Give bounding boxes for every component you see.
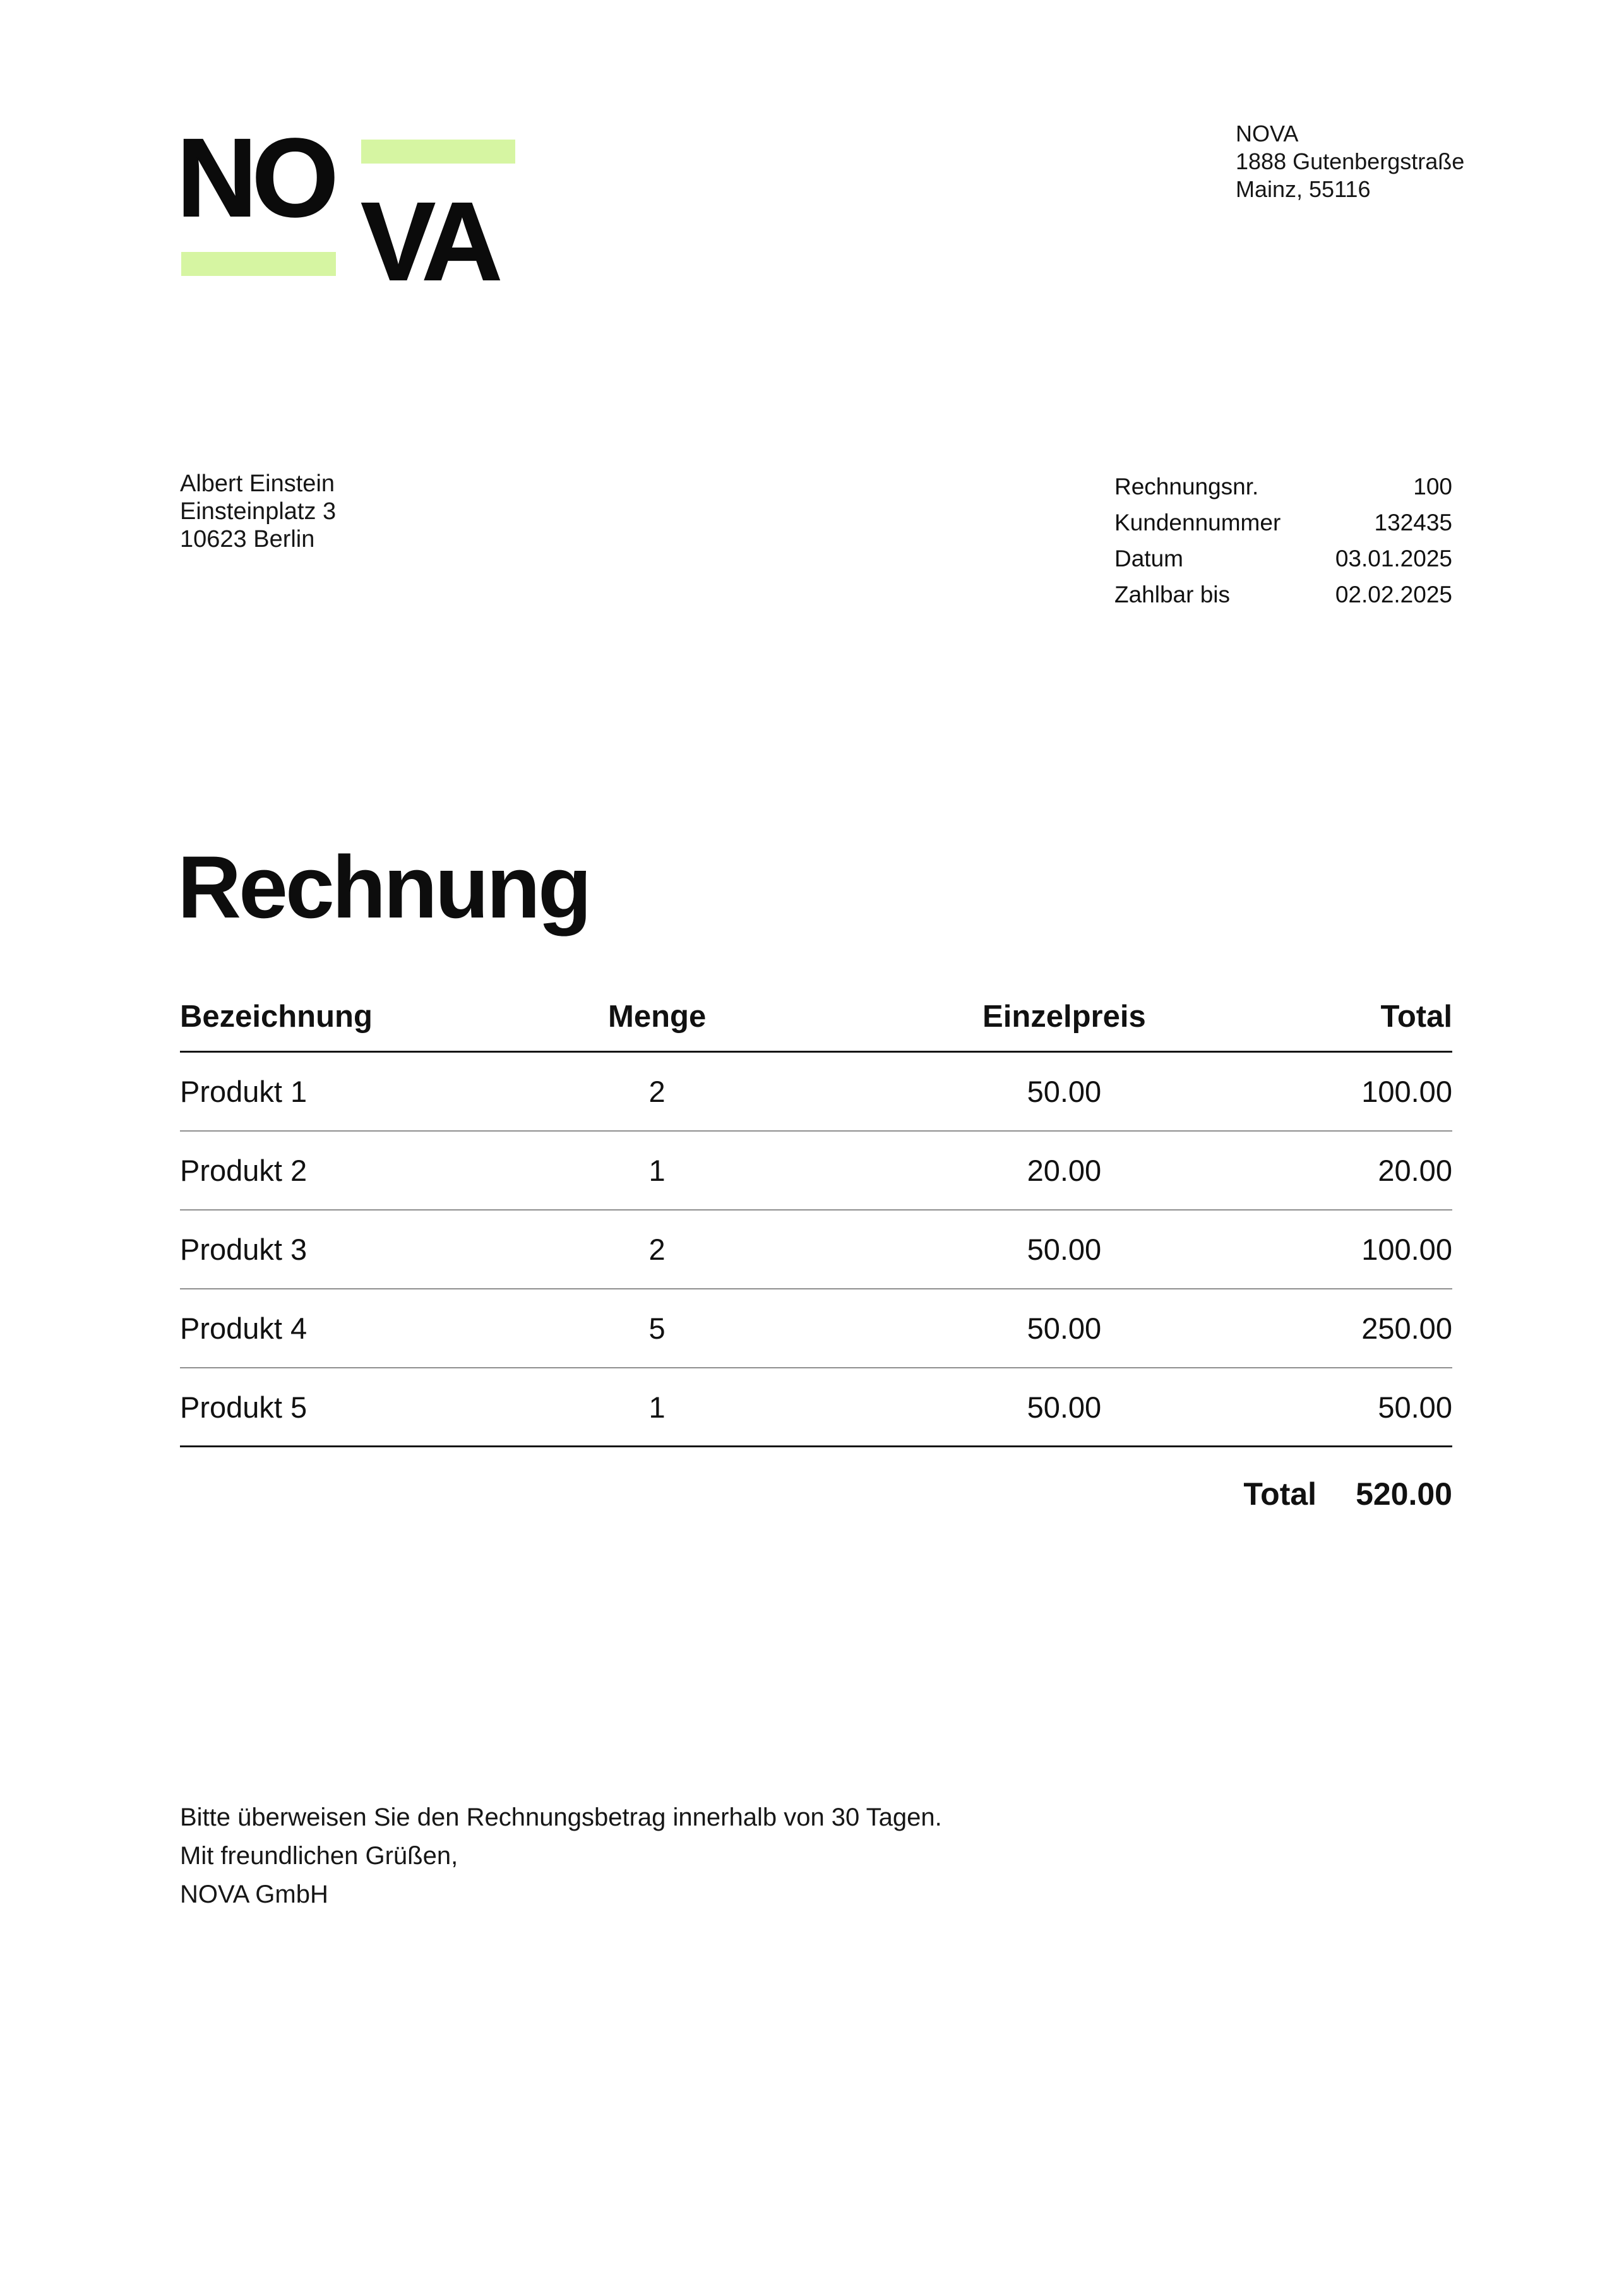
meta-row-customer-number [1114, 505, 1452, 541]
meta-row-due-date [1114, 577, 1452, 613]
table-row [180, 1132, 1452, 1211]
cell-total: 100.00 [1361, 1075, 1452, 1108]
grand-total-value: 520.00 [1356, 1476, 1452, 1512]
cell-name: Produkt 3 [180, 1233, 307, 1266]
cell-unit-price: 50.00 [1027, 1312, 1102, 1345]
header-qty: Menge [608, 1000, 707, 1034]
cell-total: 50.00 [1378, 1390, 1452, 1424]
table-row [180, 1368, 1452, 1447]
cell-qty: 5 [648, 1312, 666, 1345]
cell-name: Produkt 1 [180, 1075, 307, 1108]
cell-qty: 2 [648, 1233, 666, 1266]
meta-row-date [1114, 541, 1452, 577]
footer-company-name: NOVA GmbH [180, 1880, 328, 1908]
logo-accent-bar-top [361, 140, 515, 164]
cell-total: 20.00 [1378, 1154, 1452, 1187]
invoice-meta-block [1114, 469, 1452, 613]
cell-qty: 2 [648, 1075, 666, 1108]
cell-name: Produkt 5 [180, 1390, 307, 1424]
sender-name: NOVA [1236, 121, 1299, 146]
recipient-name: Albert Einstein [180, 470, 335, 497]
grand-total-label: Total [1243, 1476, 1317, 1512]
header-total: Total [1380, 1000, 1452, 1034]
cell-total: 100.00 [1361, 1233, 1452, 1266]
sender-street: 1888 Gutenbergstraße [1236, 148, 1465, 174]
items-table-header [180, 972, 1452, 1053]
table-row [180, 1211, 1452, 1289]
cell-total: 250.00 [1361, 1312, 1452, 1345]
logo-word-va: VA [361, 180, 498, 304]
meta-value: 03.01.2025 [1335, 545, 1452, 571]
cell-name: Produkt 2 [180, 1154, 307, 1187]
footer-note [180, 1798, 942, 1914]
header-name: Bezeichnung [180, 1000, 373, 1034]
sender-address-block [1236, 120, 1464, 203]
grand-total-row [180, 1475, 1452, 1513]
table-row [180, 1289, 1452, 1368]
meta-value: 100 [1413, 473, 1452, 499]
meta-value: 132435 [1374, 509, 1452, 535]
meta-label: Zahlbar bis [1114, 581, 1231, 607]
meta-label: Datum [1114, 545, 1183, 571]
page-title: Rechnung [177, 837, 590, 936]
cell-qty: 1 [648, 1154, 666, 1187]
items-table [180, 972, 1452, 1447]
footer-payment-terms: Bitte überweisen Sie den Rechnungsbetrag innerhalb von 30 Tagen. [180, 1803, 942, 1831]
meta-value: 02.02.2025 [1335, 581, 1452, 607]
logo-accent-bar-bottom [181, 252, 336, 276]
cell-unit-price: 20.00 [1027, 1154, 1102, 1187]
recipient-city: 10623 Berlin [180, 526, 315, 553]
meta-label: Rechnungsnr. [1114, 473, 1259, 499]
table-row [180, 1053, 1452, 1132]
cell-unit-price: 50.00 [1027, 1233, 1102, 1266]
header-unit-price: Einzelpreis [982, 1000, 1146, 1034]
recipient-street: Einsteinplatz 3 [180, 498, 337, 525]
cell-unit-price: 50.00 [1027, 1390, 1102, 1424]
meta-row-invoice-number [1114, 469, 1452, 505]
sender-city: Mainz, 55116 [1236, 176, 1371, 202]
recipient-address-block [180, 470, 336, 553]
cell-unit-price: 50.00 [1027, 1075, 1102, 1108]
footer-greeting: Mit freundlichen Grüßen, [180, 1842, 458, 1870]
cell-qty: 1 [648, 1390, 666, 1424]
logo-word-no: NO [177, 116, 333, 240]
cell-name: Produkt 4 [180, 1312, 307, 1345]
meta-label: Kundennummer [1114, 509, 1281, 535]
